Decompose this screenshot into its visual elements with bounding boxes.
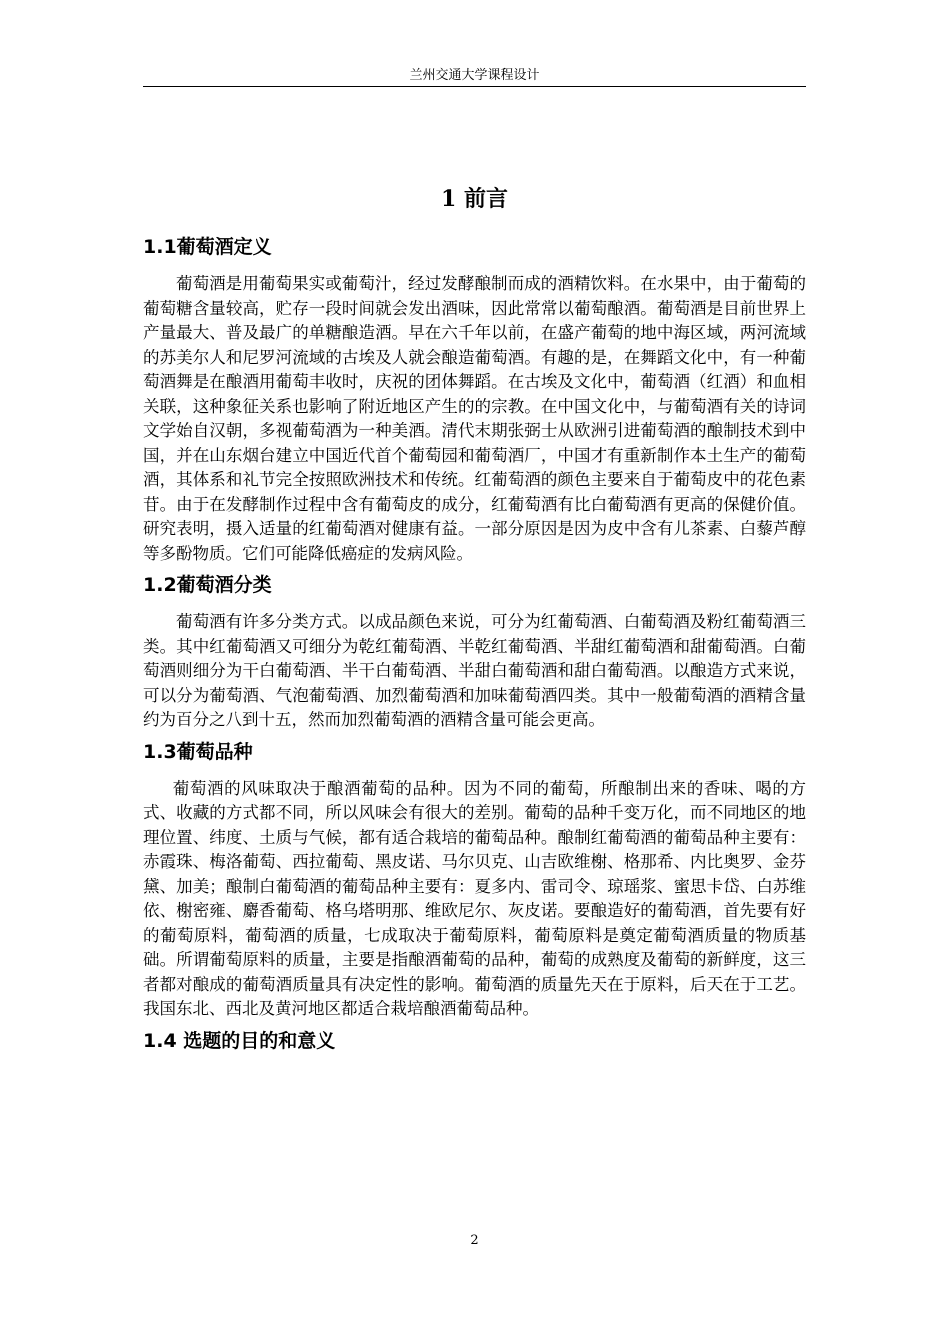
section-title: 1.3葡萄品种: [143, 740, 253, 763]
section-title: 1.4 选题的目的和意义: [143, 1029, 336, 1052]
page-header: 兰州交通大学课程设计: [409, 68, 540, 83]
section-varieties: [143, 737, 806, 1022]
page-number: 2: [470, 1233, 479, 1248]
section-paragraph: 葡萄酒是用葡萄果实或葡萄汁，经过发酵酿制而成的酒精饮料。在水果中，由于葡萄的葡萄糖含量较高，贮存一段时间就会发出酒味，因此常常以葡萄酿酒。葡萄酒是目前世界上产量最大、普及最广的单糖酿造酒。早在六千年以前，在盛产葡萄的地中海区域，两河流域的苏美尔人和尼罗河流域的古埃及人就会酿造葡萄酒。有趣的是，在舞蹈文化中，有一种葡萄酒舞是在酿酒用葡萄丰收时，庆祝的团体舞蹈。在古埃及文化中，葡萄酒（红酒）和血相关联，这种象征关系也影响了附近地区产生的的宗教。在中国文化中，与葡萄酒有关的诗词文学始自汉朝，多视葡萄酒为一种美酒。清代末期张弼士从欧洲引进葡萄酒的酿制技术到中国，并在山东烟台建立中国近代首个葡萄园和葡萄酒厂，中国才有重新制作本土生产的葡萄酒，其体系和礼节完全按照欧洲技术和传统。红葡萄酒的颜色主要来自于葡萄皮中的花色素苷。由于在发酵制作过程中含有葡萄皮的成分，红葡萄酒有比白葡萄酒有更高的保健价值。 研究表明，摄入适量的红葡萄酒对健康有益。一部分原因是因为皮中含有儿茶素、白藜芦醇等多酚物质。它们可能降低癌症的发病风险。: [143, 274, 806, 563]
section-paragraph: 葡萄酒有许多分类方式。以成品颜色来说，可分为红葡萄酒、白葡萄酒及粉红葡萄酒三类。其中红葡萄酒又可细分为乾红葡萄酒、半乾红葡萄酒、半甜红葡萄酒和甜葡萄酒。白葡萄酒则细分为干白葡萄酒、半干白葡萄酒、半甜白葡萄酒和甜白葡萄酒。以酿造方式来说，可以分为葡萄酒、气泡葡萄酒、加烈葡萄酒和加味葡萄酒四类。其中一般葡萄酒的酒精含量约为百分之八到十五，然而加烈葡萄酒的酒精含量可能会更高。: [143, 612, 806, 729]
section-definition: [143, 232, 806, 566]
section-paragraph: 葡萄酒的风味取决于酿酒葡萄的品种。因为不同的葡萄，所酿制出来的香味、喝的方式、收藏的方式都不同，所以风味会有很大的差别。葡萄的品种千变万化，而不同地区的地理位置、纬度、土质与气候，都有适合栽培的葡萄品种。酿制红葡萄酒的葡萄品种主要有：赤霞珠、梅洛葡萄、西拉葡萄、黑皮诺、马尔贝克、山吉欧维榭、格那希、内比奥罗、金芬黛、加美；酿制白葡萄酒的葡萄品种主要有：夏多内、雷司令、琼瑶浆、蜜思卡岱、白苏维依、榭密雍、麝香葡萄、格乌塔明那、维欧尼尔、灰皮诺。要酿造好的葡萄酒，首先要有好的葡萄原料，葡萄酒的质量，七成取决于葡萄原料，葡萄原料是奠定葡萄酒质量的物质基础。所谓葡萄原料的质量，主要是指酿酒葡萄的品种，葡萄的成熟度及葡萄的新鲜度，这三者都对酿成的葡萄酒质量具有决定性的影响。葡萄酒的质量先天在于原料，后天在于工艺。我国东北、西北及黄河地区都适合栽培酿酒葡萄品种。: [143, 778, 806, 1018]
chapter-title: 1 前言: [441, 186, 508, 212]
section-purpose: [143, 1026, 806, 1056]
section-title: 1.2葡萄酒分类: [143, 574, 272, 596]
section-title: 1.1葡萄酒定义: [143, 236, 272, 258]
header-rule: [143, 86, 806, 87]
section-classification: [143, 570, 806, 733]
document-body: [143, 232, 806, 1056]
